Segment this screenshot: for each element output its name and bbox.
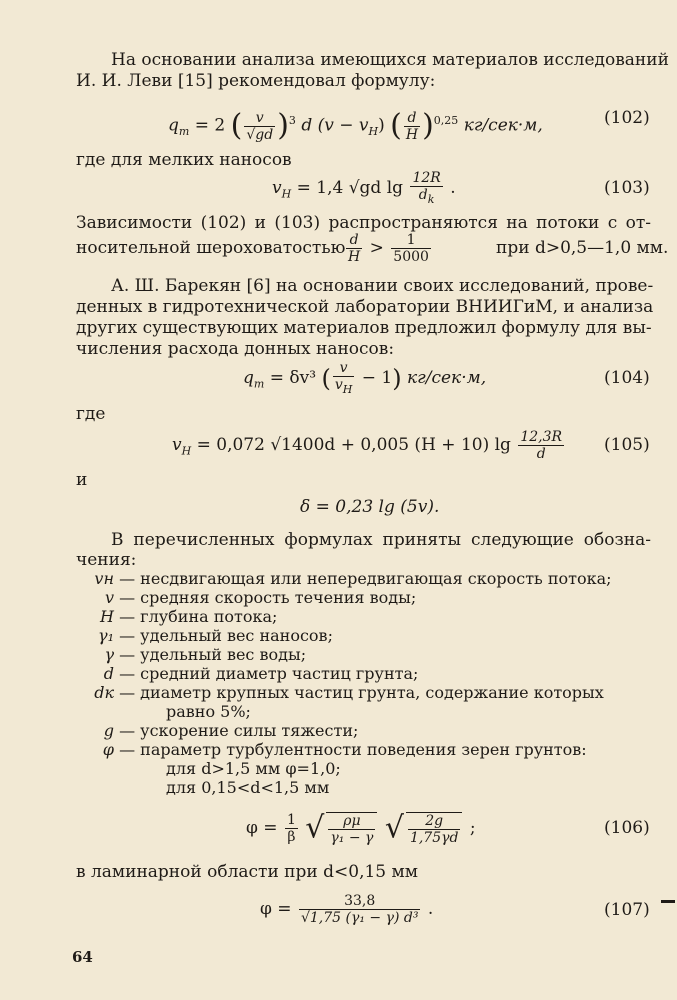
para-3-line-3: других существующих материалов предложил формулу для вы- [76,318,652,338]
equation-number-107: (107) [604,900,650,920]
equation-number-102: (102) [604,108,650,128]
para-4-line-2: чения: [76,550,137,570]
formula-107: φ = $\frac{33,8}{\text{√1,75 (γ₁ − γ) d³}}$ . [260,893,434,926]
formula-delta: δ = 0,23 lg (5v). [300,497,440,517]
equation-number-103: (103) [604,178,650,198]
symbol-row: d — средний диаметр частиц грунта; [103,664,419,683]
and-label: и [76,470,88,490]
equation-number-105: (105) [604,435,650,455]
para-3-line-4: числения расхода донных наносов: [76,339,395,359]
symbol-row: γ₁ — удельный вес наносов; [98,626,333,645]
formula-104: $q_т = \delta v^3$ ( $\frac{v}{v_H}$ − 1) кг/сек·м, [243,359,487,396]
para-3-line-2: денных в гидротехнической лаборатории ВНИИГиМ, и анализа [76,297,654,317]
para-2-line-2 [76,232,669,270]
para-2-line-1: Зависимости (102) и (103) распространяются на потоки с от- [76,213,651,233]
symbol-row: dк — диаметр крупных частиц грунта, содержание которых [94,683,604,702]
symbol-row: vн — несдвигающая или непередвигающая скорость потока; [94,569,612,588]
symbol-row: v — средняя скорость течения воды; [104,588,417,607]
equation-number-104: (104) [604,368,650,388]
where-label: где [76,404,106,424]
symbol-row: H — глубина потока; [100,607,278,626]
grain-size-condition: при d>0,5—1,0 мм. [496,238,669,258]
where-small-sediments: где для мелких наносов [76,150,292,170]
equation-number-106: (106) [604,818,650,838]
condition-coarse: для d>1,5 мм φ=1,0; [166,759,341,778]
roughness-ratio: $\frac{d}{H}$ > $\frac{1}{5000}$ [348,232,429,265]
para-4-line-1: В перечисленных формулах приняты следующие обозна- [111,530,651,550]
formula-106: φ = $\frac{1}{\beta}$ √ $\frac{\rho\mu}{\text{γ₁ − γ}}$ √ $\frac{2g}{1,75\gamma d}$ ; [246,810,476,846]
symbol-row: g — ускорение силы тяжести; [103,721,359,740]
para-1-line-1: На основании анализа имеющихся материалов исследований [111,50,669,70]
symbol-row-continuation: равно 5%; [166,702,251,721]
para-1-line-2: И. И. Леви [15] рекомендовал формулу: [76,71,436,91]
laminar-region-text: в ламинарной области при d<0,15 мм [76,862,418,882]
margin-mark [661,900,675,903]
formula-102: $q_т = 2$ ( $\frac{v}{√gd}$ )$^3$ d $(v - v_H)$ ( $\frac{d}{H}$ )$^{0,25}$ кг/сек·м, [168,108,543,144]
formula-103: $v_H = 1,4$ √gd lg $\frac{12R}{d_k}$ . [272,169,456,206]
symbol-row: φ — параметр турбулентности поведения зерен грунтов: [102,740,587,759]
para-3-line-1: А. Ш. Барекян [6] на основании своих исследований, прове- [111,276,654,296]
formula-105: $v_H = 0,072$ √1400d + 0,005 (H + 10) lg $\frac{12,3R}{d}$ [172,429,563,462]
relative-roughness-text: носительной шероховатостью [76,238,346,258]
symbol-row: γ — удельный вес воды; [104,645,307,664]
page-number: 64 [72,948,93,966]
condition-medium: для 0,15<d<1,5 мм [166,778,330,797]
